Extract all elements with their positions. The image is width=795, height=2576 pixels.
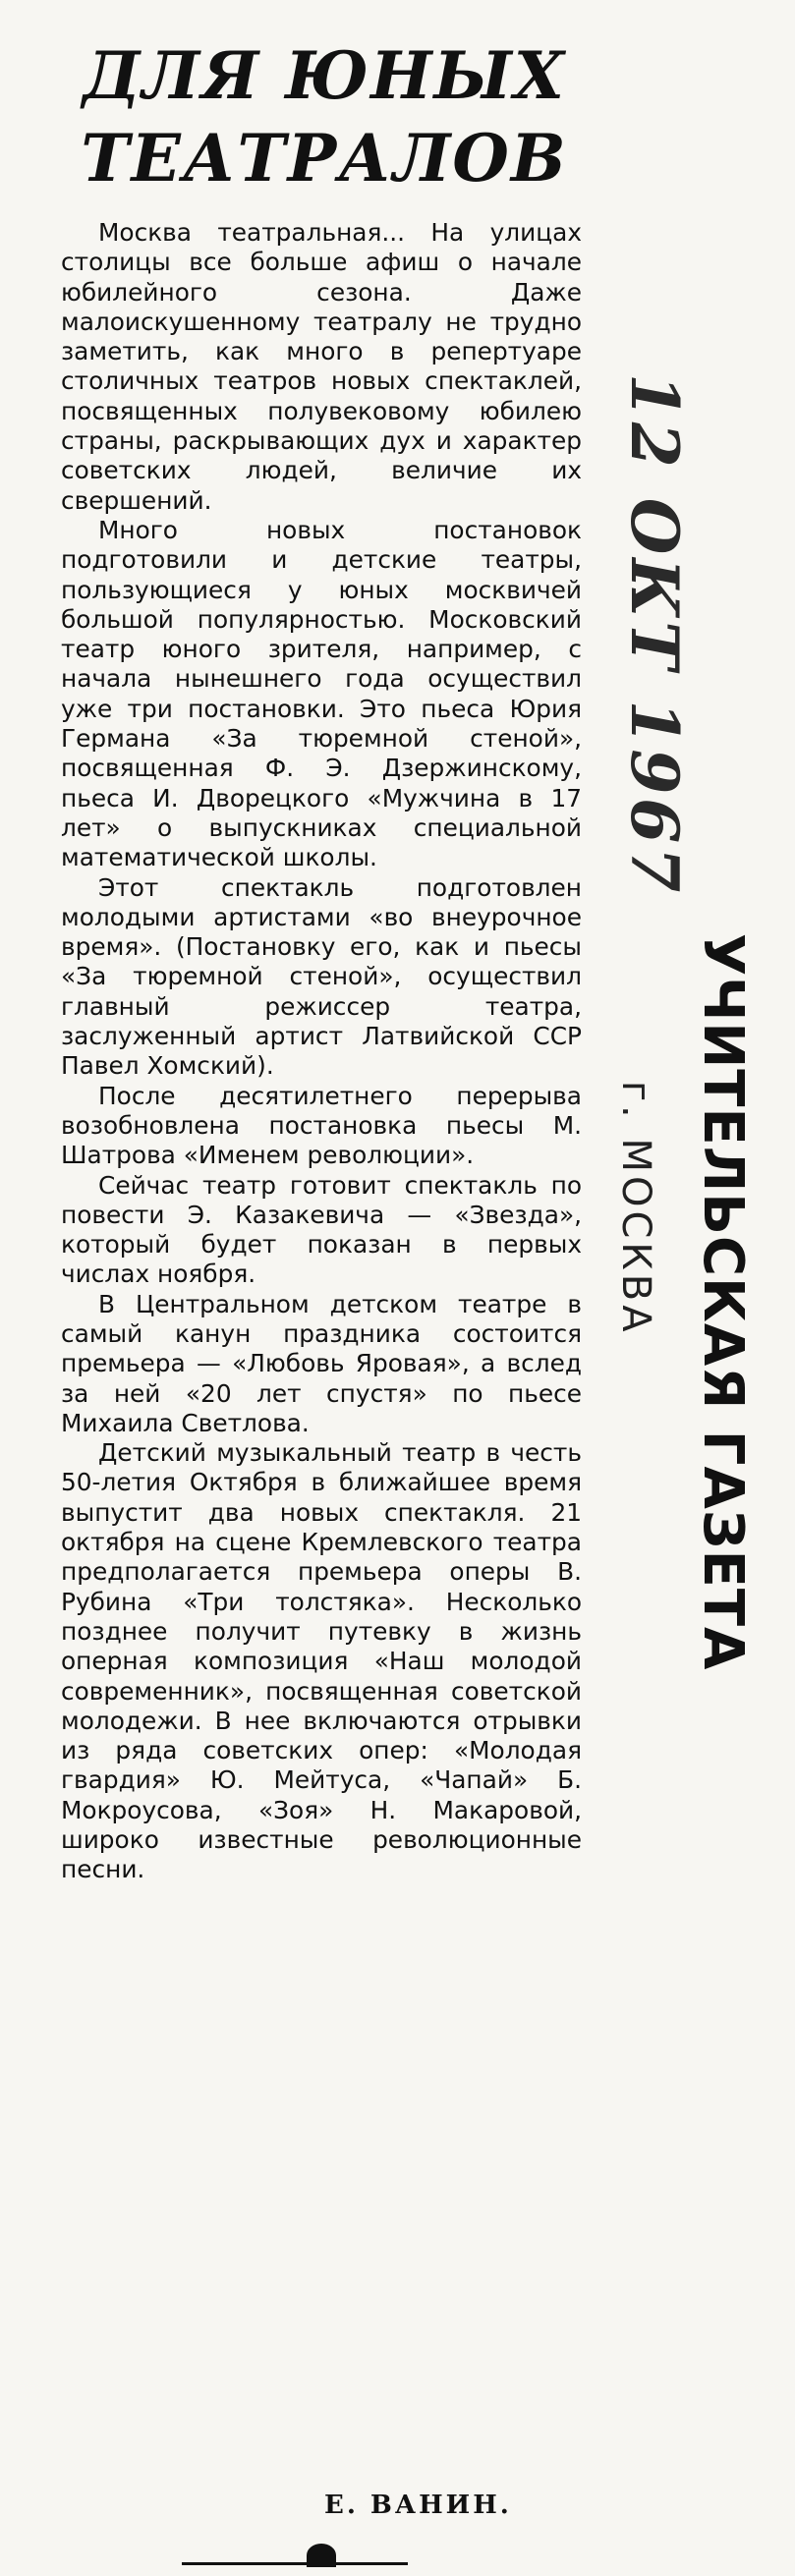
bottom-ornament xyxy=(307,2544,336,2567)
paragraph-4: После десятилетнего перерыва возобновлена постановка пьесы М. Шатрова «Именем революции». xyxy=(61,1081,582,1170)
paragraph-5: Сейчас театр готовит спектакль по повести Э. Казакевича — «Звезда», который будет показан в первых числах ноября. xyxy=(61,1170,582,1289)
headline: ДЛЯ ЮНЫХ ТЕАТРАЛОВ xyxy=(81,37,568,196)
stamp-newspaper-name: УЧИТЕЛЬСКАЯ ГАЗЕТА xyxy=(691,933,755,1671)
paragraph-2: Много новых постановок подготовили и детские театры, пользующиеся у юных москвичей большой популярностью. Московский театр юного зрителя, например, с начала нынешнего года осуществил уже три постановки. Это пьеса Юрия Германа «За тюремной стеной», посвященная Ф. Э. Дзержинскому, пьеса И. Дворецкого «Мужчина в 17 лет» о выпускниках специальной математической школы. xyxy=(61,515,582,872)
paragraph-1: Москва театральная... На улицах столицы все больше афиш о начале юбилейного сезона. Даже малоискушенному театралу не трудно заметить, как много в репертуаре столичных театров новых спектаклей, посвященных полувековому юбилею страны, раскрывающих дух и характер советских людей, величие их свершений. xyxy=(61,218,582,515)
paragraph-6: В Центральном детском театре в самый канун праздника состоится премьера — «Любовь Яровая», а вслед за ней «20 лет спустя» по пьесе Михаила Светлова. xyxy=(61,1289,582,1437)
stamp-date: 12 ОКТ 1967 xyxy=(616,373,693,897)
stamp-city: г. МОСКВА xyxy=(613,1081,658,1336)
paragraph-3: Этот спектакль подготовлен молодыми артистами «во внеурочное время». (Постановку его, как и пьесы «За тюремной стеной», осуществил главный режиссер театра, заслуженный артист Латвийской ССР Павел Хомский). xyxy=(61,872,582,1081)
paragraph-7: Детский музыкальный театр в честь 50-летия Октября в ближайшее время выпустит два новых спектакля. 21 октября на сцене Кремлевского театра предполагается премьера оперы В. Рубина «Три толстяка». Несколько позднее получит путевку в жизнь оперная композиция «Наш молодой современник», посвященная советской молодежи. В нее включаются отрывки из ряда советских опер: «Молодая гвардия» Ю. Мейтуса, «Чапай» Б. Мокроусова, «Зоя» Н. Макаровой, широко известные революционные песни. xyxy=(61,1438,582,1884)
bottom-rule xyxy=(182,2562,408,2565)
author-byline: Е. ВАНИН. xyxy=(324,2491,512,2520)
article-body xyxy=(61,218,582,1885)
